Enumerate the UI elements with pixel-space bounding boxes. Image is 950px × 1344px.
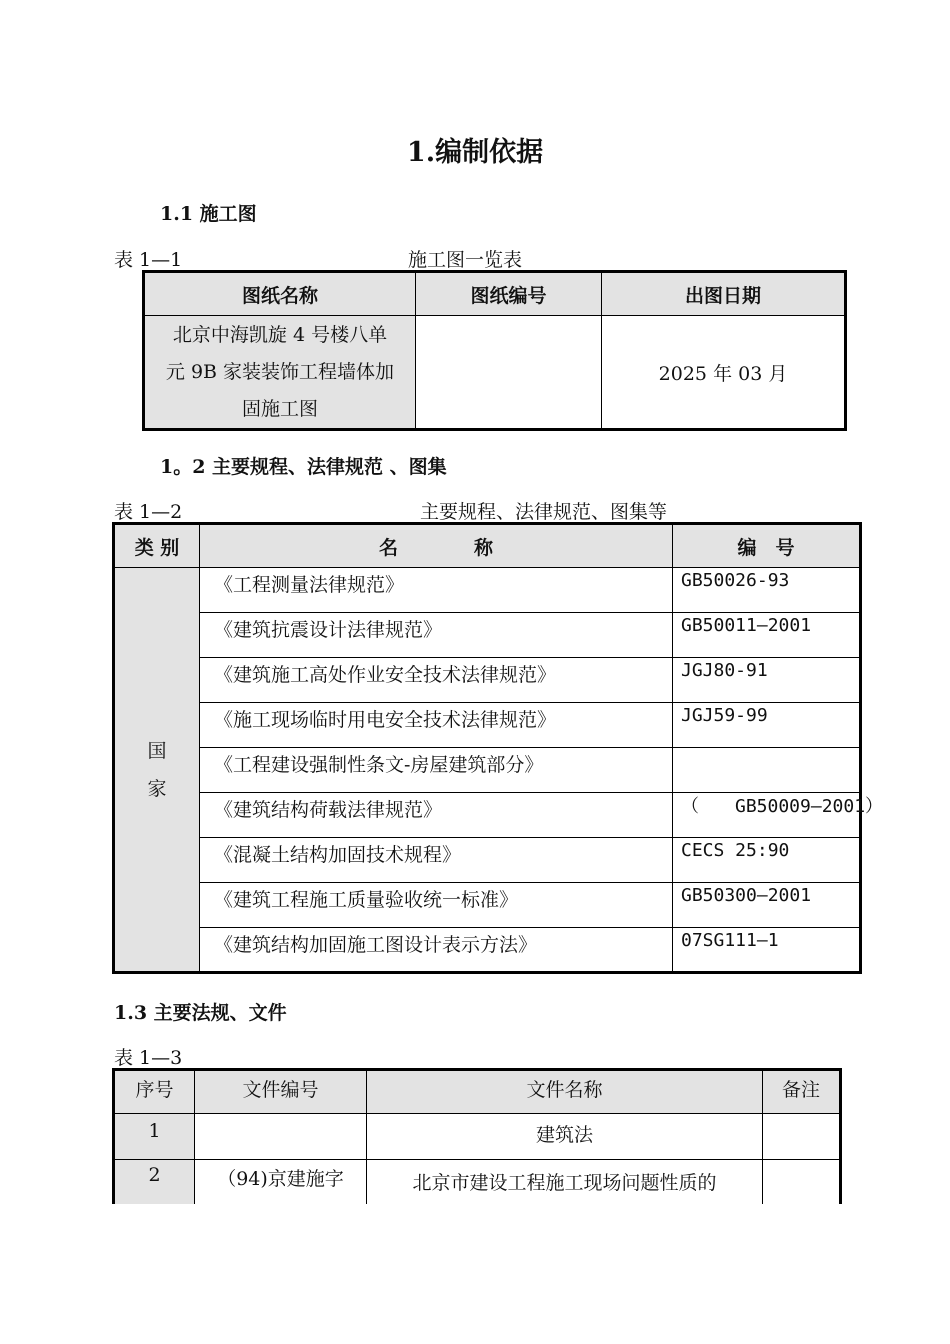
file-name: 建筑法 [367, 1114, 763, 1160]
table-row [114, 568, 861, 613]
row-index: 2 [114, 1160, 195, 1204]
drawing-code [416, 316, 602, 430]
table-row [114, 793, 861, 838]
regulation-code: GB50300—2001 [673, 883, 861, 928]
header-drawing-name: 图纸名称 [144, 272, 416, 316]
table-row [114, 658, 861, 703]
header-file-name: 文件名称 [367, 1070, 763, 1114]
regulation-name: 《混凝土结构加固技术规程》 [200, 838, 673, 883]
regulation-name: 《建筑结构加固施工图设计表示方法》 [200, 928, 673, 973]
page-title: 1.编制依据 [406, 137, 544, 168]
file-name: 北京市建设工程施工现场问题性质的 [367, 1160, 763, 1204]
table-number-1-2: 表 1—2 [114, 501, 183, 523]
category-cell: 国 家 [114, 568, 200, 973]
file-number [195, 1114, 367, 1160]
section-heading-1-3: 1.3 主要法规、文件 [114, 1002, 287, 1024]
regulation-name: 《建筑施工高处作业安全技术法律规范》 [200, 658, 673, 703]
header-issue-date: 出图日期 [602, 272, 846, 316]
regulation-name: 《工程测量法律规范》 [200, 568, 673, 613]
table-row [114, 748, 861, 793]
header-index: 序号 [114, 1070, 195, 1114]
file-note [763, 1114, 841, 1160]
section-heading-1-2: 1。2 主要规程、法律规范 、图集 [160, 456, 447, 478]
header-code: 编 号 [673, 524, 861, 568]
regulation-name: 《施工现场临时用电安全技术法律规范》 [200, 703, 673, 748]
regulation-code: JGJ59-99 [673, 703, 861, 748]
table-row [114, 838, 861, 883]
regulation-name: 《工程建设强制性条文-房屋建筑部分》 [200, 748, 673, 793]
table-row [114, 703, 861, 748]
table-number-1-1: 表 1—1 [114, 249, 183, 271]
header-file-no: 文件编号 [195, 1070, 367, 1114]
table-row [114, 1114, 841, 1160]
drawing-list-table [142, 270, 847, 431]
regulation-name: 《建筑抗震设计法律规范》 [200, 613, 673, 658]
header-category: 类 别 [114, 524, 200, 568]
regulation-code: GB50011—2001 [673, 613, 861, 658]
regulation-code: （ GB50009—2001） [681, 796, 884, 817]
regulation-code: CECS 25:90 [673, 838, 861, 883]
regulation-code [673, 748, 861, 793]
regulations-table [112, 522, 884, 974]
regulation-code: 07SG111—1 [673, 928, 861, 973]
table-row [114, 1160, 841, 1204]
header-name: 名 称 [200, 524, 673, 568]
laws-documents-table [112, 1068, 842, 1204]
regulation-code: JGJ80-91 [673, 658, 861, 703]
drawing-name: 北京中海凯旋 4 号楼八单 元 9B 家装装饰工程墙体加 固施工图 [165, 323, 395, 420]
issue-date: 2025 年 03 月 [602, 316, 846, 430]
header-drawing-code: 图纸编号 [416, 272, 602, 316]
table-row [114, 613, 861, 658]
section-heading-1-1: 1.1 施工图 [160, 203, 257, 225]
regulation-name: 《建筑工程施工质量验收统一标准》 [200, 883, 673, 928]
regulation-code: GB50026-93 [673, 568, 861, 613]
file-number: （94)京建施字 [195, 1160, 367, 1204]
table-row [114, 928, 861, 973]
table-title-1-1: 施工图一览表 [408, 249, 523, 271]
table-row [144, 316, 846, 430]
table-row [114, 883, 861, 928]
header-note: 备注 [763, 1070, 841, 1114]
table-title-1-2: 主要规程、法律规范、图集等 [420, 501, 668, 523]
file-note [763, 1160, 841, 1204]
row-index: 1 [114, 1114, 195, 1160]
regulation-name: 《建筑结构荷载法律规范》 [200, 793, 673, 838]
table-number-1-3: 表 1—3 [114, 1047, 183, 1069]
